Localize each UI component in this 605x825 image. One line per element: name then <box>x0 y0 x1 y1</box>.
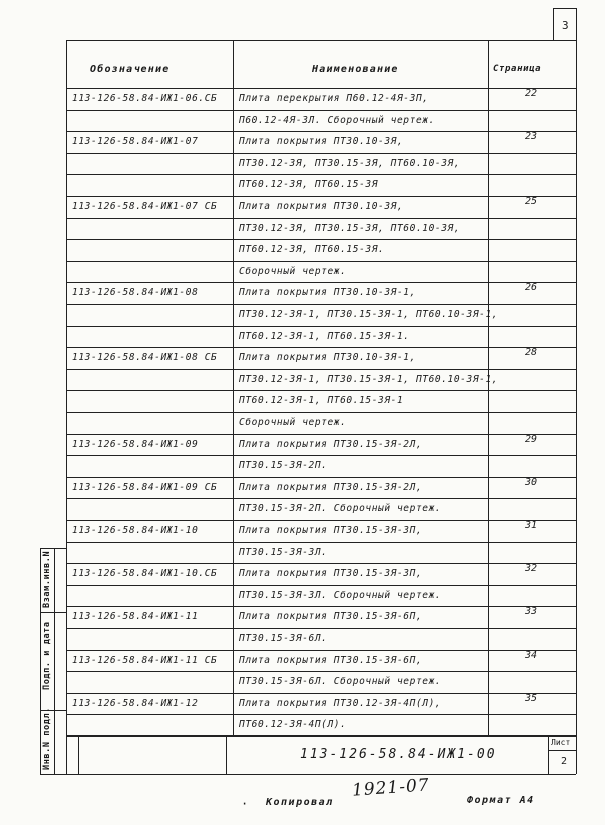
row-line <box>66 498 576 499</box>
row-designation: 113-126-58.84-ИЖ1-08 СБ <box>72 352 218 364</box>
row-designation: 113-126-58.84-ИЖ1-06.СБ <box>72 93 218 104</box>
row-name: ПТ60.12-3Я-1, ПТ60.15-3Я-1 <box>239 395 404 407</box>
row-line <box>66 153 576 154</box>
stamp-sep-1 <box>40 612 66 613</box>
row-line <box>66 304 576 305</box>
row-page: 34 <box>524 649 538 661</box>
row-page: 35 <box>524 692 538 704</box>
row-name: Плита покрытия ПТ30.12-3Я-4П(Л), <box>239 697 442 709</box>
row-name: ПТ30.15-3Я-3Л. Сборочный чертеж. <box>239 589 442 601</box>
row-name: Плита покрытия ПТ30.15-3Я-2Л, <box>239 438 423 450</box>
row-page: 32 <box>524 563 538 575</box>
stamp-original-label: Инв.N подл. <box>42 707 52 770</box>
row-name: ПТ30.12-3Я, ПТ30.15-3Я, ПТ60.10-3Я, <box>239 222 461 234</box>
row-line <box>66 326 576 327</box>
col-sep-1 <box>233 40 234 735</box>
copied-label: Копировал <box>266 797 334 808</box>
row-name: ПТ60.12-3Я-1, ПТ60.15-3Я-1. <box>239 330 410 342</box>
row-name: ПТ30.15-3Я-3Л. <box>239 546 328 558</box>
row-name: ПТ30.12-3Я, ПТ30.15-3Я, ПТ60.10-3Я, <box>239 157 461 169</box>
row-name: Плита покрытия ПТ30.15-3Я-3П, <box>239 568 423 580</box>
row-line <box>66 455 576 456</box>
sheet-number: 3 <box>562 19 569 32</box>
row-name: Сборочный чертеж. <box>239 265 347 277</box>
stamp-signature-label: Подп. и дата <box>42 621 52 690</box>
row-line <box>66 239 576 240</box>
row-name: Сборочный чертеж. <box>239 417 347 428</box>
row-name: ПТ30.12-3Я-1, ПТ30.15-3Я-1, ПТ60.10-3Я-1, <box>239 373 499 385</box>
sheet-box-left <box>553 8 554 40</box>
frame-top <box>66 40 576 41</box>
row-name: ПТ30.15-3Я-6Л. <box>239 633 328 644</box>
sheet-value: 2 <box>561 756 568 767</box>
row-name: ПТ60.12-3Я-4П(Л). <box>239 719 347 731</box>
row-line <box>66 628 576 629</box>
row-name: ПТ60.12-3Я, ПТ60.15-3Я. <box>239 244 385 256</box>
handwritten-number: 1921-07 <box>351 775 431 801</box>
row-line <box>66 412 576 413</box>
row-name: Плита покрытия ПТ30.10-3Я, <box>239 136 404 148</box>
title-block-sep-2 <box>226 735 227 774</box>
title-block-sep-1 <box>78 735 79 774</box>
header-designation: Обозначение <box>90 64 170 75</box>
header-name: Наименование <box>312 64 399 75</box>
row-name: ПТ60.12-3Я, ПТ60.15-3Я <box>239 179 379 191</box>
title-block-sep-3 <box>548 735 549 774</box>
frame-left <box>66 40 67 774</box>
row-designation: 113-126-58.84-ИЖ1-09 СБ <box>72 481 218 493</box>
row-designation: 113-126-58.84-ИЖ1-07 СБ <box>72 201 218 212</box>
row-line <box>66 261 576 262</box>
format-label: Формат А4 <box>467 795 535 806</box>
frame-right <box>576 8 577 774</box>
row-name: ПТ30.12-3Я-1, ПТ30.15-3Я-1, ПТ60.10-3Я-1, <box>239 309 499 320</box>
row-designation: 113-126-58.84-ИЖ1-07 <box>72 136 199 148</box>
row-name: ПТ30.15-3Я-6Л. Сборочный чертеж. <box>239 676 442 688</box>
row-page: 31 <box>524 520 538 531</box>
sheet-cell-sep <box>548 750 576 751</box>
sheet-box-top <box>553 8 576 9</box>
row-designation: 113-126-58.84-ИЖ1-11 <box>72 611 199 623</box>
row-designation: 113-126-58.84-ИЖ1-10 <box>72 525 199 536</box>
row-page: 26 <box>524 282 538 294</box>
row-page: 23 <box>524 131 538 143</box>
stamp-inner-edge <box>54 548 55 774</box>
row-page: 29 <box>524 433 538 445</box>
row-line <box>66 714 576 715</box>
row-name: Плита покрытия ПТ30.10-3Я, <box>239 201 404 212</box>
row-name: Плита покрытия ПТ30.15-3Я-2Л, <box>239 481 423 493</box>
row-name: Плита покрытия ПТ30.10-3Я-1, <box>239 352 416 364</box>
row-line <box>66 218 576 219</box>
stamp-left-edge <box>40 548 41 774</box>
frame-bottom <box>40 774 576 775</box>
document-code: 113-126-58.84-ИЖ1-00 <box>300 747 497 762</box>
row-name: Плита перекрытия П60.12-4Я-3П, <box>239 93 429 104</box>
row-line <box>66 671 576 672</box>
row-designation: 113-126-58.84-ИЖ1-11 СБ <box>72 654 218 666</box>
row-name: Плита покрытия ПТ30.10-3Я-1, <box>239 287 416 299</box>
row-line <box>66 736 576 737</box>
stamp-replaced-label: Взам.инв.N <box>42 550 52 608</box>
row-page: 28 <box>524 347 538 359</box>
row-line <box>66 174 576 175</box>
row-line <box>66 369 576 370</box>
row-page: 22 <box>524 88 538 99</box>
title-block-top <box>66 735 576 736</box>
row-name: Плита покрытия ПТ30.15-3Я-6П, <box>239 654 423 666</box>
row-page: 25 <box>524 196 538 207</box>
row-page: 33 <box>524 606 538 618</box>
row-name: ПТ30.15-3Я-2П. Сборочный чертеж. <box>239 503 442 515</box>
col-sep-2 <box>488 40 489 735</box>
row-page: 30 <box>524 476 538 488</box>
stamp-top <box>40 548 66 549</box>
row-designation: 113-126-58.84-ИЖ1-10.СБ <box>72 568 218 580</box>
row-designation: 113-126-58.84-ИЖ1-08 <box>72 287 199 299</box>
row-line <box>66 390 576 391</box>
row-line <box>66 585 576 586</box>
row-line <box>66 110 576 111</box>
row-line <box>66 542 576 543</box>
row-designation: 113-126-58.84-ИЖ1-12 <box>72 697 199 709</box>
row-name: Плита покрытия ПТ30.15-3Я-3П, <box>239 525 423 536</box>
footer-dot: · <box>241 797 249 811</box>
row-name: П60.12-4Я-3Л. Сборочный чертеж. <box>239 114 435 126</box>
row-name: ПТ30.15-3Я-2П. <box>239 460 328 472</box>
row-designation: 113-126-58.84-ИЖ1-09 <box>72 438 199 450</box>
sheet-label: Лист <box>551 738 571 747</box>
row-name: Плита покрытия ПТ30.15-3Я-6П, <box>239 611 423 623</box>
header-page: Страница <box>493 64 542 74</box>
